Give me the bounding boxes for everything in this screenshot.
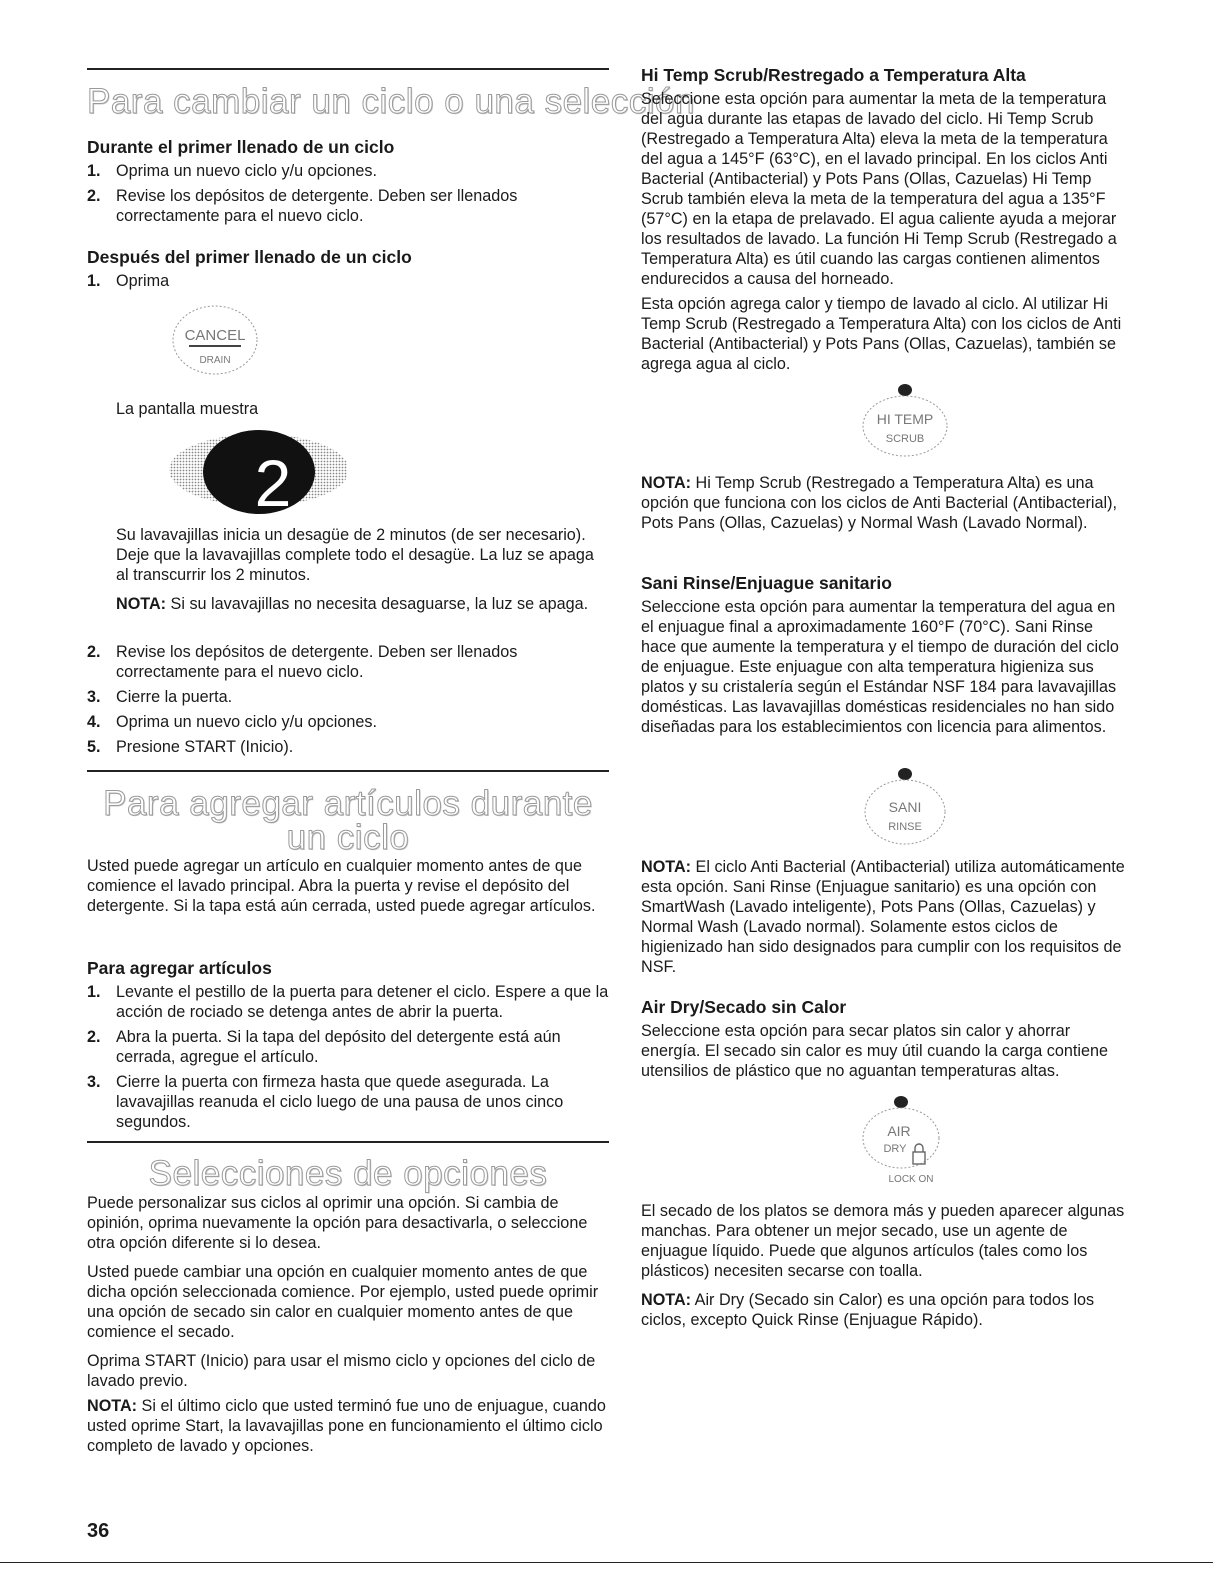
air-dry-paragraph-2: El secado de los platos se demora más y pueden aparecer algunas manchas. Para obtener un mejor secado, use un agente de enjuague líquido. Puede que algunos artículos (tales como los plásticos) necesiten secarse con toalla.	[641, 1202, 1125, 1280]
display-digit: 2	[254, 446, 292, 514]
subheading-sani-rinse: Sani Rinse/Enjuague sanitario	[641, 573, 892, 593]
options-paragraph-3: Oprima START (Inicio) para usar el mismo ciclo y opciones del ciclo de lavado previo.	[87, 1352, 596, 1390]
add-items-intro: Usted puede agregar un artículo en cualquier momento antes de que comience el lavado principal. Abra la puerta y revise el depósito del detergente. Si la tapa está aún cerrada, usted puede agregar artículos.	[87, 857, 596, 915]
lock-icon	[913, 1144, 925, 1164]
section-rule	[87, 1141, 609, 1143]
hi-temp-scrub-paragraph-1: Seleccione esta opción para aumentar la meta de la temperatura del agua durante las etapas de lavado del ciclo. Hi Temp Scrub (Restregado a Temperatura Alta) eleva la meta de la temperatura del agua a 145°F (63°C), en el lavado principal. En los ciclos Anti Bacterial (Antibacterial) y Pots Pans (Ollas, Cazuelas) Hi Temp Scrub también eleva la meta de la temperatura del agua a 135°F (57°C) en la etapa de prelavado. El agua caliente ayuda a mejorar los resultados de lavado. La función Hi Temp Scrub (Restregado a Temperatura Alta) es útil cuando las cargas contienen alimentos endurecidos a causa del horneado.	[641, 90, 1117, 288]
options-paragraph-2: Usted puede cambiar una opción en cualquier momento antes de que dicha opción seleccionada comience. Por ejemplo, usted puede oprimir una opción de secado sin calor en cualquier momento antes de que comience el secado.	[87, 1263, 599, 1341]
subheading-add-items: Para agregar artículos	[87, 958, 272, 978]
section-rule	[87, 770, 609, 772]
section-title-add-items-line1: Para agregar artículos durante	[103, 784, 593, 823]
svg-text:LOCK ON: LOCK ON	[888, 1174, 934, 1185]
display-text: La pantalla muestra	[116, 400, 259, 418]
list-item: 1. Levante el pestillo de la puerta para detener el ciclo. Espere a que la acción de rociado se detenga antes de abrir la puerta.	[87, 983, 609, 1021]
options-paragraph-1: Puede personalizar sus ciclos al oprimir una opción. Si cambia de opinión, oprima nuevamente la opción para desactivarla, o seleccione otra opción diferente si lo desea.	[87, 1194, 588, 1252]
list-item: 1. Oprima	[87, 272, 170, 290]
subheading-air-dry: Air Dry/Secado sin Calor	[641, 997, 847, 1017]
indicator-light-icon	[898, 384, 912, 396]
list-item: 4. Oprima un nuevo ciclo y/u opciones.	[87, 713, 377, 731]
list-item: 2. Abra la puerta. Si la tapa del depósito del detergente está aún cerrada, agregue el artículo.	[87, 1028, 561, 1066]
indicator-light-icon	[898, 768, 912, 780]
drain-note: NOTA: Si su lavavajillas no necesita desaguarse, la luz se apaga.	[116, 595, 589, 613]
section-title-add-items-line2: un ciclo	[286, 818, 410, 857]
list-item: 3. Cierre la puerta.	[87, 688, 233, 706]
options-note: NOTA: Si el último ciclo que usted terminó fue uno de enjuague, cuando usted oprime Start, la lavavajillas pone en funcionamiento el último ciclo completo de lavado y opciones.	[87, 1397, 606, 1455]
svg-text:HI TEMP: HI TEMP	[876, 411, 934, 427]
subheading-hi-temp-scrub: Hi Temp Scrub/Restregado a Temperatura Alta	[641, 65, 1026, 85]
hi-temp-scrub-note: NOTA: Hi Temp Scrub (Restregado a Temperatura Alta) es una opción que funciona con los ciclos de Anti Bacterial (Antibacterial), Pots Pans (Ollas, Cazuelas) y Normal Wash (Lavado Normal).	[641, 474, 1117, 532]
drain-label: DRAIN	[199, 355, 231, 366]
section-title-options: Selecciones de opciones	[148, 1154, 548, 1193]
subheading-first-fill: Durante el primer llenado de un ciclo	[87, 137, 395, 157]
list-item: 2. Revise los depósitos de detergente. Deben ser llenados correctamente para el nuevo ciclo.	[87, 643, 518, 681]
sani-rinse-paragraph: Seleccione esta opción para aumentar la temperatura del agua en el enjuague final a aproximadamente 160°F (70°C). Sani Rinse hace que aumente la temperatura y el tiempo de duración del ciclo de enjuague. Este enjuague con alta temperatura higieniza sus platos y su cristalería según el Estándar NSF 184 para lavavajillas domésticas. Las lavavajillas domésticas residenciales no han sido diseñadas para los establecimientos con licencia para alimentos.	[641, 598, 1119, 736]
air-dry-button	[851, 1092, 961, 1188]
svg-text:RINSE: RINSE	[888, 821, 922, 833]
air-dry-note: NOTA: Air Dry (Secado sin Calor) es una opción para todos los ciclos, excepto Quick Rinse (Enjuague Rápido).	[641, 1291, 1095, 1329]
subheading-after-fill: Después del primer llenado de un ciclo	[87, 247, 412, 267]
page-number: 36	[87, 1520, 110, 1542]
section-title-change-cycle: Para cambiar un ciclo o una selección	[87, 82, 695, 121]
hi-temp-scrub-button	[857, 380, 953, 460]
svg-text:AIR: AIR	[887, 1123, 911, 1139]
svg-text:DRY: DRY	[883, 1143, 907, 1155]
list-item: 1. Oprima un nuevo ciclo y/u opciones.	[87, 162, 377, 180]
display-indicator	[167, 430, 347, 514]
list-item: 3. Cierre la puerta con firmeza hasta que quede asegurada. La lavavajillas reanuda el ciclo luego de una pausa de unos cinco segundos.	[87, 1073, 564, 1131]
cancel-drain-button	[167, 302, 263, 378]
svg-text:SANI: SANI	[888, 799, 922, 815]
section-rule	[87, 68, 609, 70]
list-item: 5. Presione START (Inicio).	[87, 738, 294, 756]
sani-rinse-button	[857, 764, 953, 848]
air-dry-paragraph: Seleccione esta opción para secar platos sin calor y ahorrar energía. El secado sin calor es muy útil cuando la carga contiene utensilios de plástico que no aguantan temperaturas altas.	[641, 1022, 1109, 1080]
bottom-rule	[0, 1562, 1213, 1563]
indicator-light-icon	[894, 1096, 908, 1108]
list-item: 2. Revise los depósitos de detergente. Deben ser llenados correctamente para el nuevo ciclo.	[87, 187, 518, 225]
drain-description: Su lavavajillas inicia un desagüe de 2 minutos (de ser necesario). Deje que la lavavajillas complete todo el desagüe. La luz se apaga al transcurrir los 2 minutos.	[116, 526, 594, 584]
cancel-label: CANCEL	[184, 327, 246, 344]
sani-rinse-note: NOTA: El ciclo Anti Bacterial (Antibacterial) utiliza automáticamente esta opción. Sani Rinse (Enjuague sanitario) es una opción con SmartWash (Lavado inteligente), Pots Pans (Ollas, Cazuelas) y Normal Wash (Lavado normal). Solamente estos ciclos de higienizado han sido designados para cumplir con los requisitos de NSF.	[641, 858, 1125, 976]
hi-temp-scrub-paragraph-2: Esta opción agrega calor y tiempo de lavado al ciclo. Al utilizar Hi Temp Scrub (Restregado a Temperatura Alta) con los ciclos de Anti Bacterial (Antibacterial) y Pots Pans (Ollas, Cazuelas), también se agrega agua al ciclo.	[641, 295, 1122, 373]
svg-text:SCRUB: SCRUB	[885, 433, 925, 445]
